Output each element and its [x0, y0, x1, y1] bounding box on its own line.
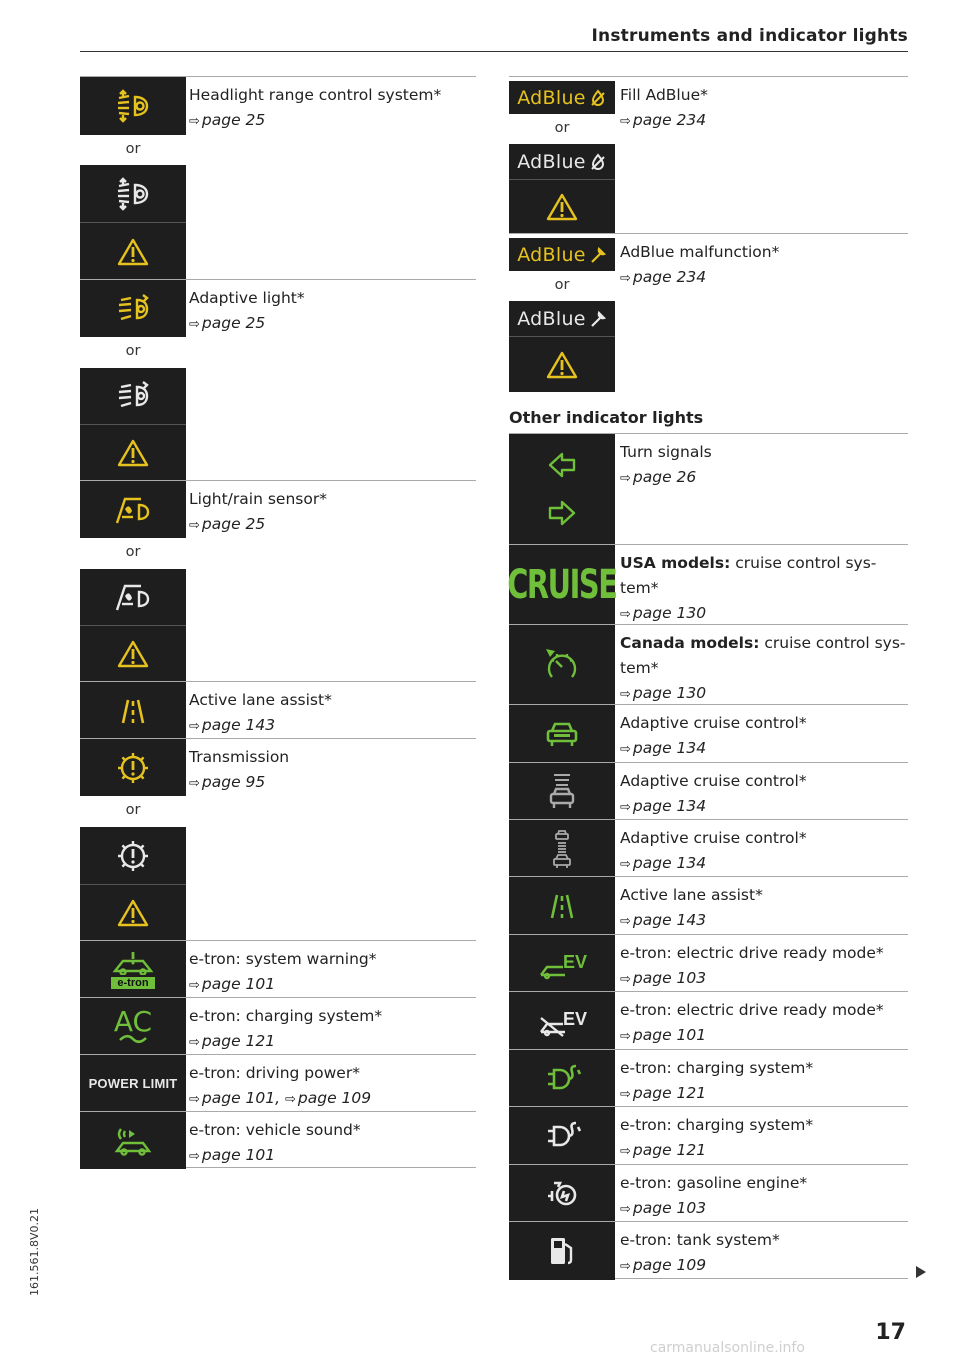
entry-title: e-tron: driving power*	[189, 1064, 360, 1082]
entry-adaptive-light	[80, 279, 476, 480]
entry-title: Adaptive cruise control*	[620, 829, 807, 847]
page-link[interactable]: ⇨ page 134	[620, 739, 707, 757]
other-indicator-lights-list	[509, 434, 908, 1279]
entry-text	[620, 826, 908, 877]
entry-active-lane-assist	[80, 681, 476, 738]
or-label: or	[125, 802, 141, 818]
headlight-range-white-icon	[80, 165, 186, 222]
page-link[interactable]: ⇨ page 25	[189, 111, 266, 129]
entry-text	[620, 631, 908, 707]
entry-title: Adaptive light*	[189, 289, 305, 307]
entry-cruise-usa	[509, 544, 908, 624]
charging-plug-green-icon	[509, 1050, 615, 1107]
or-label: or	[125, 544, 141, 560]
entry-active-lane-assist-green	[509, 876, 908, 934]
entry-title: cruise control sys-	[759, 634, 906, 652]
page-link[interactable]: ⇨ page 101, ⇨ page 109	[189, 1089, 372, 1107]
or-label: or	[554, 120, 570, 136]
entry-title: Active lane assist*	[189, 691, 332, 709]
ev-ready-icon	[509, 935, 615, 992]
or-label: or	[125, 141, 141, 157]
entry-title-cont: tem*	[620, 659, 659, 677]
entry-title-cont: tem*	[620, 579, 659, 597]
entry-transmission	[80, 738, 476, 940]
entry-title: Headlight range control system*	[189, 86, 442, 104]
entry-title: Adaptive cruise control*	[620, 772, 807, 790]
entry-adblue-malfunction	[509, 233, 908, 391]
entry-text	[620, 551, 908, 627]
page-link[interactable]: ⇨ page 134	[620, 854, 707, 872]
entry-etron-driving-power	[80, 1054, 476, 1111]
watermark: carmanualsonline.info	[650, 1340, 805, 1356]
acc-car-icon	[509, 705, 615, 763]
fuel-pump-icon	[509, 1222, 615, 1280]
entry-title: Active lane assist*	[620, 886, 763, 904]
entry-text	[620, 883, 908, 934]
adblue-fill-yellow-icon: AdBlue	[509, 81, 615, 114]
right-column	[509, 76, 908, 391]
charging-plug-white-icon	[509, 1107, 615, 1165]
right-turn-arrow-icon	[547, 499, 577, 527]
warning-triangle-icon	[80, 222, 186, 280]
entry-adaptive-cruise-1	[509, 704, 908, 762]
entry-etron-charging-ac	[80, 997, 476, 1054]
page-link[interactable]: ⇨ page 130	[620, 684, 707, 702]
entry-title: e-tron: gasoline engine*	[620, 1174, 808, 1192]
warning-triangle-icon	[509, 336, 615, 392]
entry-ev-ready-mode-1	[509, 934, 908, 991]
document-code: 161.561.8V0.21	[28, 1208, 41, 1296]
adblue-fill-white-icon: AdBlue	[509, 144, 615, 179]
or-label: or	[125, 343, 141, 359]
warning-triangle-icon	[80, 424, 186, 481]
entry-text	[620, 83, 908, 134]
entry-title: e-tron: charging system*	[620, 1116, 814, 1134]
cruise-text-icon	[509, 545, 615, 625]
entry-text	[189, 745, 476, 796]
section-title-other-indicator-lights: Other indicator lights	[509, 408, 908, 434]
or-label: or	[554, 277, 570, 293]
entry-text	[189, 487, 476, 538]
entry-etron-vehicle-sound	[80, 1111, 476, 1168]
page-link[interactable]: ⇨ page 121	[189, 1032, 276, 1050]
page-link[interactable]: ⇨ page 103	[620, 1199, 707, 1217]
entry-text	[620, 1228, 908, 1279]
page-title: Instruments and indicator lights	[591, 26, 908, 46]
page-link[interactable]: ⇨ page 101	[189, 975, 276, 993]
page-link[interactable]: ⇨ page 103	[620, 969, 707, 987]
light-rain-sensor-yellow-icon	[80, 481, 186, 538]
power-limit-icon	[80, 1055, 186, 1112]
continue-arrow-icon	[916, 1266, 926, 1278]
etron-badge: e-tron	[111, 977, 154, 989]
entry-text	[189, 286, 476, 337]
entry-text	[620, 769, 908, 820]
page-link[interactable]: ⇨ page 143	[189, 716, 276, 734]
ac-label: AC	[113, 1004, 153, 1038]
page-header	[80, 0, 908, 52]
page-link[interactable]: ⇨ page 26	[620, 468, 697, 486]
left-column	[80, 76, 476, 1168]
entry-gasoline-engine	[509, 1164, 908, 1221]
entry-title: e-tron: charging system*	[620, 1059, 814, 1077]
cruise-label: CRUISE	[507, 562, 617, 608]
entry-ev-ready-mode-2	[509, 991, 908, 1049]
entry-title: Transmission	[189, 748, 290, 766]
page-link[interactable]: ⇨ page 101	[189, 1146, 276, 1164]
acc-car-distance-icon	[509, 763, 615, 820]
page-link[interactable]: ⇨ page 101	[620, 1026, 707, 1044]
turn-signals-icons	[509, 434, 615, 544]
entry-title-bold: Canada models:	[620, 634, 760, 652]
warning-triangle-icon	[80, 884, 186, 941]
transmission-yellow-icon	[80, 739, 186, 796]
entry-text	[620, 1113, 908, 1164]
gasoline-engine-icon	[509, 1165, 615, 1222]
page-link[interactable]: ⇨ page 95	[189, 773, 266, 791]
ac-charging-icon	[80, 998, 186, 1055]
ev-label: EV	[563, 1009, 587, 1029]
entry-tank-system	[509, 1221, 908, 1279]
entry-etron-system-warning	[80, 940, 476, 997]
adblue-malfunction-yellow-icon: AdBlue	[509, 238, 615, 271]
entry-title: e-tron: electric drive ready mode*	[620, 944, 884, 962]
left-turn-arrow-icon	[547, 451, 577, 479]
entry-text	[620, 941, 908, 992]
etron-warning-icon	[80, 941, 186, 998]
entry-text	[189, 1118, 476, 1169]
entry-text	[620, 440, 908, 491]
entry-title: Turn signals	[620, 443, 712, 461]
entry-title: AdBlue malfunction*	[620, 243, 780, 261]
entry-title: e-tron: tank system*	[620, 1231, 780, 1249]
page-link[interactable]: ⇨ page 143	[620, 911, 707, 929]
entry-text	[620, 711, 908, 762]
light-rain-sensor-white-icon	[80, 569, 186, 625]
warning-triangle-icon	[80, 625, 186, 682]
entry-fill-adblue	[509, 76, 908, 233]
ev-ready-crossed-icon	[509, 992, 615, 1050]
entry-text	[620, 240, 908, 291]
entry-adaptive-cruise-2	[509, 762, 908, 819]
entry-title: Adaptive cruise control*	[620, 714, 807, 732]
headlight-range-yellow-icon	[80, 77, 186, 135]
adaptive-light-white-icon	[80, 368, 186, 424]
power-limit-label: POWER LIMIT	[88, 1076, 178, 1091]
entry-light-rain-sensor	[80, 480, 476, 681]
page-link[interactable]: ⇨ page 234	[620, 268, 707, 286]
page-link[interactable]: ⇨ page 25	[189, 314, 266, 332]
page-link[interactable]: ⇨ page 25	[189, 515, 266, 533]
entry-text	[189, 1061, 476, 1112]
entry-text	[189, 1004, 476, 1055]
entry-charging-system-2	[509, 1106, 908, 1164]
lane-assist-yellow-icon	[80, 682, 186, 739]
entry-title: e-tron: vehicle sound*	[189, 1121, 361, 1139]
page-link[interactable]: ⇨ page 234	[620, 111, 707, 129]
entry-title: cruise control sys-	[730, 554, 877, 572]
adblue-malfunction-white-icon: AdBlue	[509, 301, 615, 336]
entry-title: Fill AdBlue*	[620, 86, 708, 104]
page-number: 17	[875, 1320, 906, 1345]
entry-text	[189, 947, 476, 998]
entry-turn-signals	[509, 434, 908, 544]
entry-text	[189, 83, 476, 134]
page-link[interactable]: ⇨ page 121	[620, 1084, 707, 1102]
ev-label: EV	[563, 951, 587, 972]
entry-title-bold: USA models:	[620, 554, 731, 572]
vehicle-sound-icon	[80, 1112, 186, 1169]
entry-text	[620, 1056, 908, 1107]
page-link[interactable]: ⇨ page 109	[620, 1256, 707, 1274]
cruise-speedometer-icon	[509, 625, 615, 705]
entry-title: Light/rain sensor*	[189, 490, 327, 508]
warning-triangle-icon	[509, 179, 615, 234]
entry-title: e-tron: system warning*	[189, 950, 377, 968]
page-link[interactable]: ⇨ page 134	[620, 797, 707, 815]
entry-charging-system-1	[509, 1049, 908, 1106]
entry-text	[189, 688, 476, 739]
transmission-white-icon	[80, 827, 186, 884]
adaptive-light-yellow-icon	[80, 280, 186, 337]
page-link[interactable]: ⇨ page 130	[620, 604, 707, 622]
entry-adaptive-cruise-3	[509, 819, 908, 876]
page-link[interactable]: ⇨ page 121	[620, 1141, 707, 1159]
entry-title: e-tron: electric drive ready mode*	[620, 1001, 884, 1019]
entry-text	[620, 1171, 908, 1222]
entry-title: e-tron: charging system*	[189, 1007, 383, 1025]
lane-assist-green-icon	[509, 877, 615, 935]
entry-cruise-canada	[509, 624, 908, 704]
acc-two-cars-icon	[509, 820, 615, 877]
entry-text	[620, 998, 908, 1049]
entry-headlight-range	[80, 76, 476, 279]
